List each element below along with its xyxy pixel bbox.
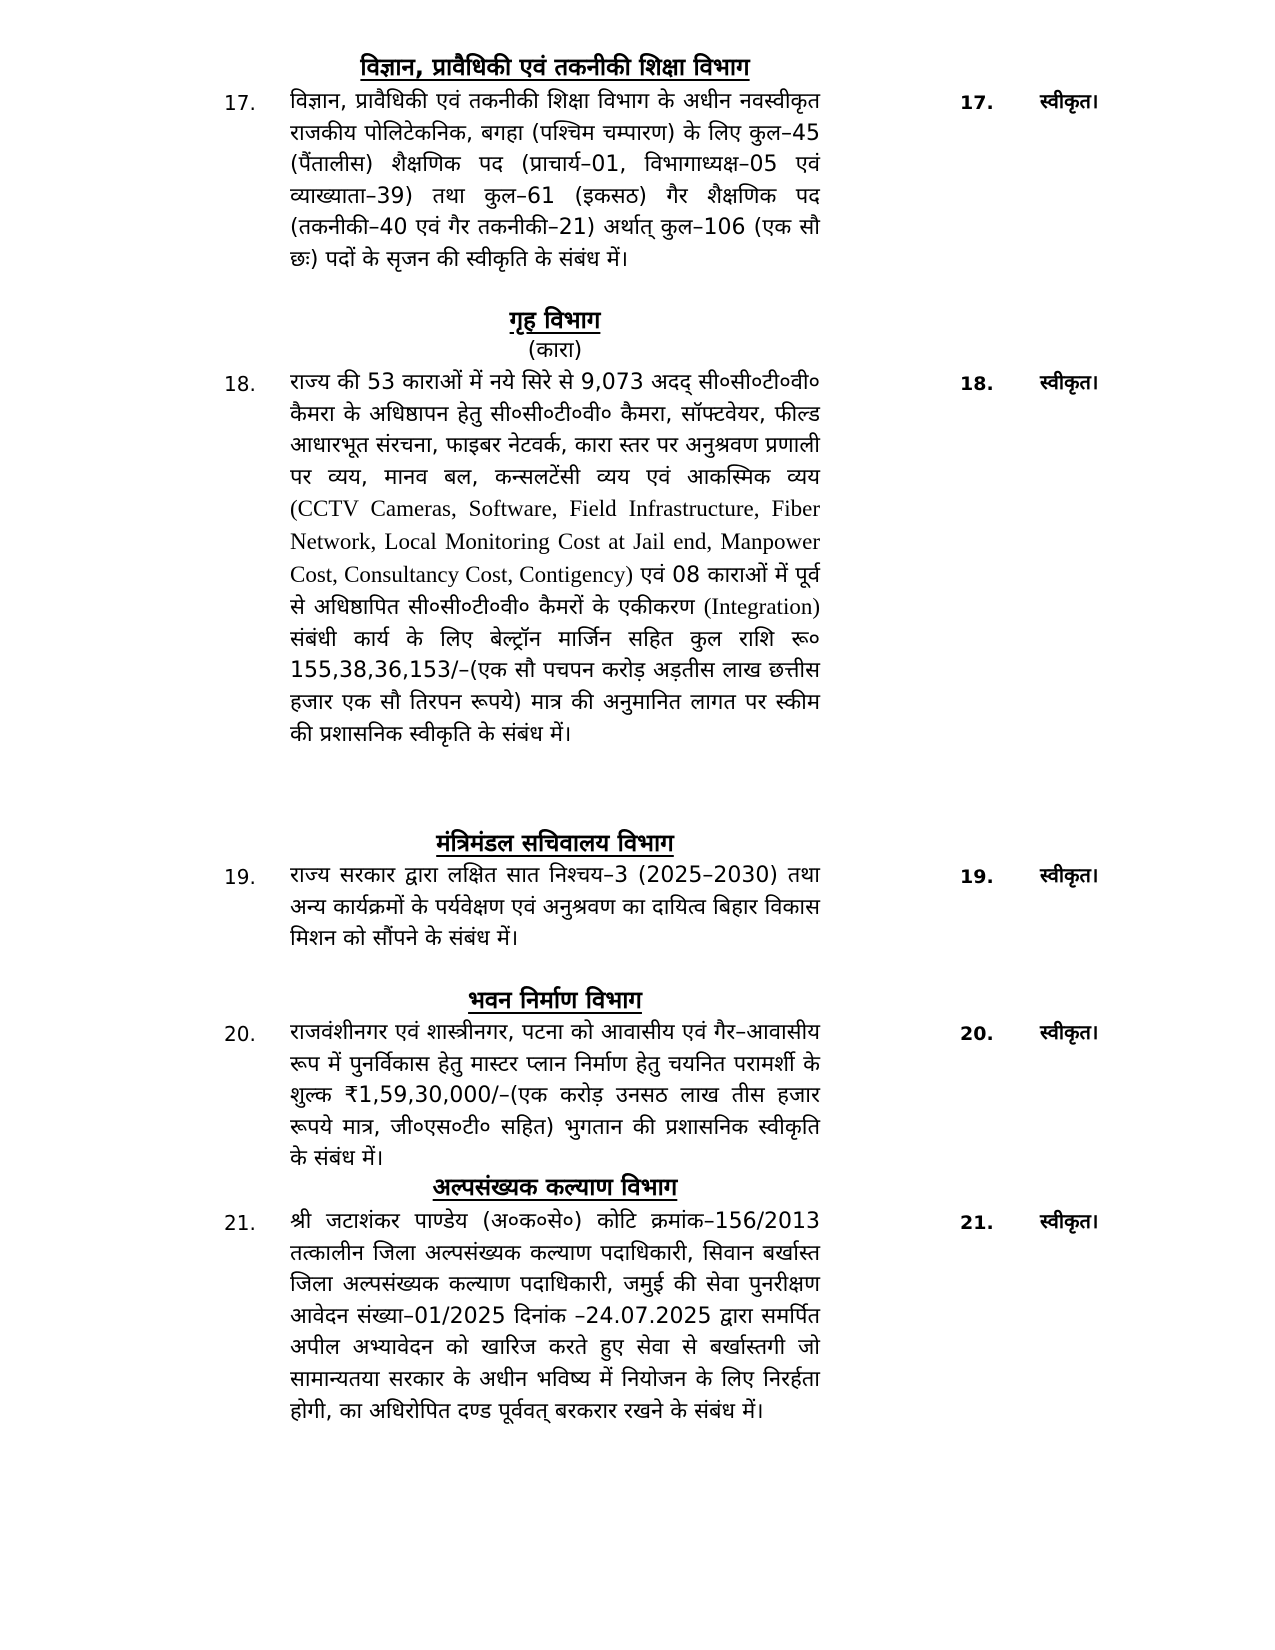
item-text-18-en-2: (Integration): [703, 594, 820, 620]
sub-department-jail: (कारा): [527, 338, 583, 363]
decision-number-20: 20.: [960, 1023, 994, 1045]
item-text-21: श्री जटाशंकर पाण्डेय (अ०क०से०) कोटि क्रमांक–156/2013 तत्कालीन जिला अल्पसंख्यक कल्याण पदाधिकारी, सिवान बर्खास्त जिला अल्पसंख्यक कल्याण पदाधिकारी, जमुई की सेवा पुनरीक्षण आवेदन संख्या–01/2025 दिनांक –24.07.2025 द्वारा समर्पित अपील अभ्यावेदन को खारिज करते हुए सेवा से बर्खास्तगी जो सामान्यतया सरकार के अधीन भविष्य में नियोजन के लिए निरर्हता होगी, का अधिरोपित दण्ड पूर्ववत् बरकरार रखने के संबंध में।: [290, 1209, 820, 1424]
decision-number-19: 19.: [960, 866, 994, 888]
department-heading-building: भवन निर्माण विभाग: [468, 986, 642, 1014]
item-number-20: 20.: [224, 1022, 256, 1046]
item-number-19: 19.: [224, 865, 256, 889]
item-text-18-en-1: (CCTV Cameras, Software, Field Infrastructure, Fiber Network, Local Monitoring Cost at Jail end, Manpower Cost, Consultancy Cost, Contigency): [290, 496, 820, 587]
item-number-18: 18.: [224, 372, 256, 396]
item-number-17: 17.: [224, 91, 256, 115]
decision-number-17: 17.: [960, 92, 994, 114]
item-text-19: राज्य सरकार द्वारा लक्षित सात निश्चय–3 (2025–2030) तथा अन्य कार्यक्रमों के पर्यवेक्षण एवं अनुश्रवण का दायित्व बिहार विकास मिशन को सौंपने के संबंध में।: [290, 863, 820, 952]
department-heading-cabinet: मंत्रिमंडल सचिवालय विभाग: [436, 829, 674, 857]
item-text-18-hi-1: राज्य की 53 काराओं में नये सिरे से 9,073 अदद् सी०सी०टी०वी० कैमरा के अधिष्ठापन हेतु सी०सी०टी०वी० कैमरा, सॉफ्टवेयर, फील्ड आधारभूत संरचना, फाइबर नेटवर्क, कारा स्तर पर अनुश्रवण प्रणाली पर व्यय, मानव बल, कन्सलटेंसी व्यय एवं आकस्मिक व्यय: [290, 370, 820, 490]
decision-status-20: स्वीकृत।: [1040, 1020, 1099, 1044]
item-text-18: [290, 367, 820, 750]
department-heading-science-tech: विज्ञान, प्रावैधिकी एवं तकनीकी शिक्षा विभाग: [360, 53, 750, 81]
department-heading-minority: अल्पसंख्यक कल्याण विभाग: [432, 1173, 678, 1201]
item-text-18-hi-3: संबंधी कार्य के लिए बेल्ट्रॉन मार्जिन सहित कुल राशि रू० 155,38,36,153/–(एक सौ पचपन करोड़ अड़तीस लाख छत्तीस हजार एक सौ तिरपन रूपये) मात्र की अनुमानित लागत पर स्कीम की प्रशासनिक स्वीकृति के संबंध में।: [290, 626, 820, 747]
decision-status-19: स्वीकृत।: [1040, 863, 1099, 887]
decision-number-21: 21.: [960, 1212, 994, 1234]
decision-status-21: स्वीकृत।: [1040, 1209, 1099, 1233]
decision-status-17: स्वीकृत।: [1040, 89, 1099, 113]
department-heading-home: गृह विभाग: [509, 306, 601, 334]
item-number-21: 21.: [224, 1211, 256, 1235]
decision-number-18: 18.: [960, 373, 994, 395]
decision-status-18: स्वीकृत।: [1040, 370, 1099, 394]
item-text-20: राजवंशीनगर एवं शास्त्रीनगर, पटना को आवासीय एवं गैर–आवासीय रूप में पुनर्विकास हेतु मास्टर प्लान निर्माण हेतु चयनित परामर्शी के शुल्क ₹1,59,30,000/–(एक करोड़ उनसठ लाख तीस हजार रूपये मात्र, जी०एस०टी० सहित) भुगतान की प्रशासनिक स्वीकृति के संबंध में।: [290, 1020, 820, 1172]
item-text-17: विज्ञान, प्रावैधिकी एवं तकनीकी शिक्षा विभाग के अधीन नवस्वीकृत राजकीय पोलिटेकनिक, बगहा (पश्चिम चम्पारण) के लिए कुल–45 (पैंतालीस) शैक्षणिक पद (प्राचार्य–01, विभागाध्यक्ष–05 एवं व्याख्याता–39) तथा कुल–61 (इकसठ) गैर शैक्षणिक पद (तकनीकी–40 एवं गैर तकनीकी–21) अर्थात् कुल–106 (एक सौ छः) पदों के सृजन की स्वीकृति के संबंध में।: [290, 89, 820, 272]
item-text-18-hi-2: एवं 08 काराओं में पूर्व से अधिष्ठापित सी०सी०टी०वी० कैमरों के एकीकरण: [290, 562, 820, 621]
